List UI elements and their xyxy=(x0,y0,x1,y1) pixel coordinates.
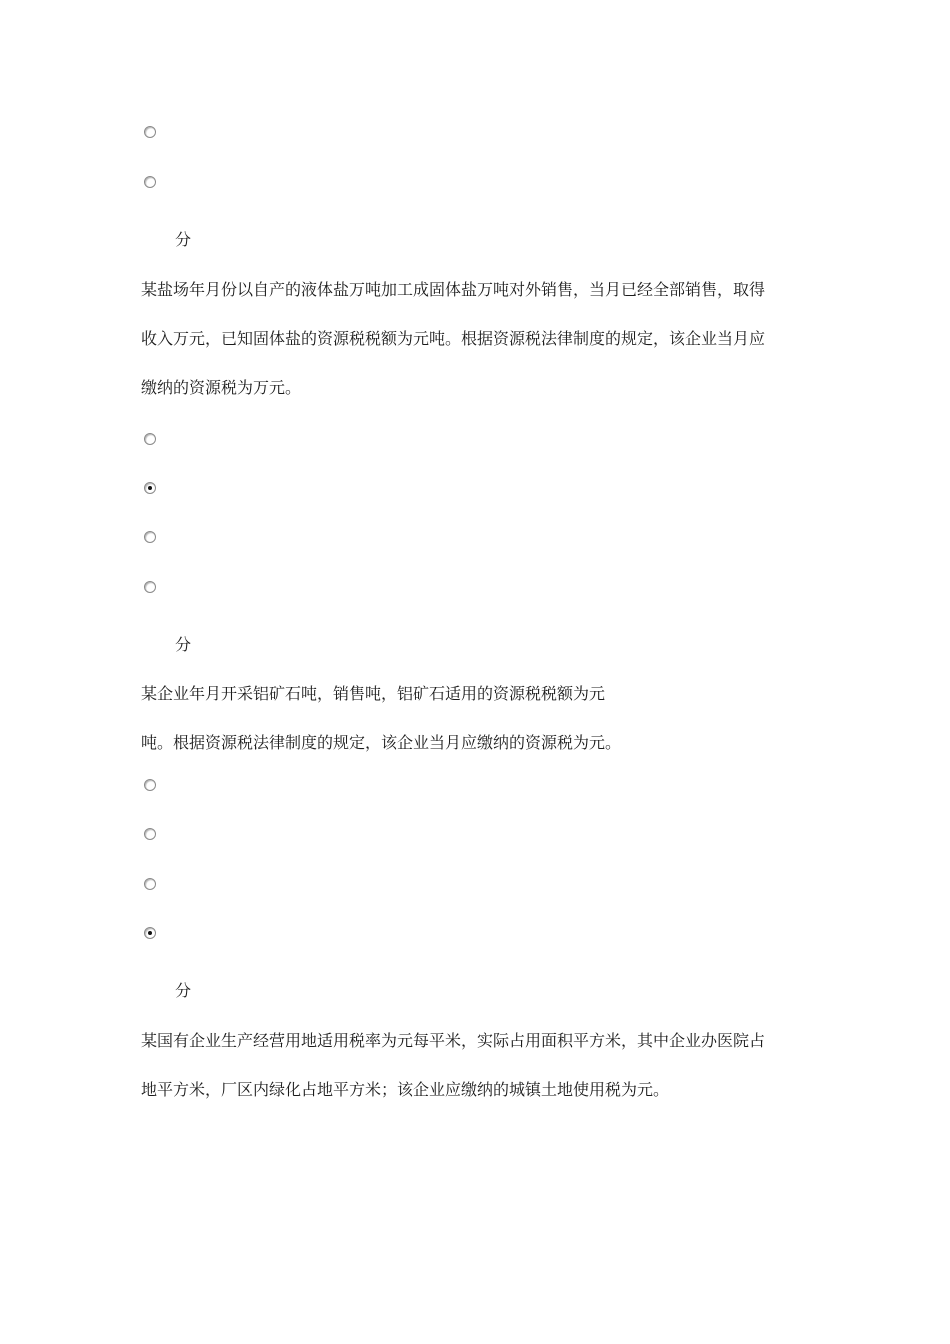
question-text-line: 缴纳的资源税为万元。 xyxy=(141,378,302,397)
option-radio[interactable] xyxy=(144,126,156,138)
question-text-line: 吨。根据资源税法律制度的规定，该企业当月应缴纳的资源税为元。 xyxy=(141,733,622,752)
score-label: 分 xyxy=(175,230,192,249)
option-radio[interactable] xyxy=(144,828,156,840)
option-radio[interactable] xyxy=(144,779,156,791)
question-text-line: 某盐场年月份以自产的液体盐万吨加工成固体盐万吨对外销售，当月已经全部销售，取得 xyxy=(141,280,766,299)
option-radio[interactable] xyxy=(144,878,156,890)
radio-dot-icon xyxy=(148,931,152,935)
question-text-line: 某企业年月开采铝矿石吨，销售吨，铝矿石适用的资源税税额为元 xyxy=(141,684,606,703)
option-radio[interactable] xyxy=(144,176,156,188)
option-radio[interactable] xyxy=(144,581,156,593)
option-radio[interactable] xyxy=(144,531,156,543)
radio-dot-icon xyxy=(148,486,152,490)
question-text-line: 收入万元，已知固体盐的资源税税额为元吨。根据资源税法律制度的规定，该企业当月应 xyxy=(141,329,766,348)
option-radio-selected[interactable] xyxy=(144,482,156,494)
option-radio[interactable] xyxy=(144,433,156,445)
score-label: 分 xyxy=(175,981,192,1000)
question-text-line: 地平方米，厂区内绿化占地平方米；该企业应缴纳的城镇土地使用税为元。 xyxy=(141,1080,670,1099)
option-radio-selected[interactable] xyxy=(144,927,156,939)
question-text-line: 某国有企业生产经营用地适用税率为元每平米，实际占用面积平方米，其中企业办医院占 xyxy=(141,1031,766,1050)
score-label: 分 xyxy=(175,635,192,654)
